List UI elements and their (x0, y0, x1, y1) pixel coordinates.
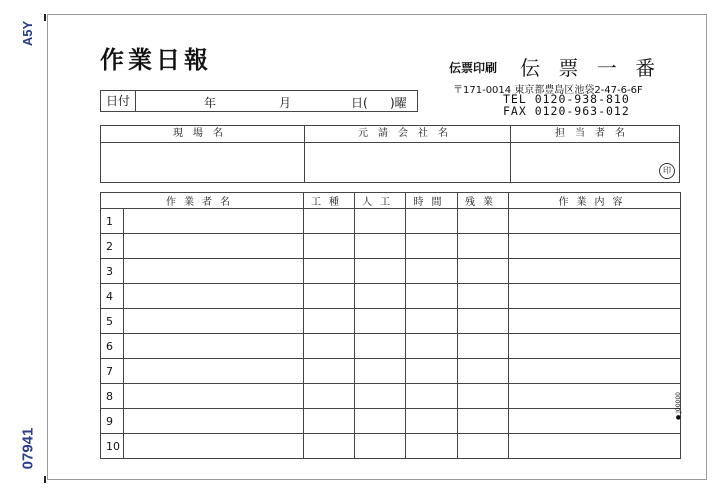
hours-cell[interactable] (406, 359, 458, 384)
worker-name-cell[interactable] (124, 209, 304, 234)
overtime-cell[interactable] (458, 384, 509, 409)
row-number: 7 (101, 359, 124, 384)
overtime-cell[interactable] (458, 259, 509, 284)
table-row (101, 284, 681, 309)
hours-cell[interactable] (406, 409, 458, 434)
trade-cell[interactable] (304, 384, 355, 409)
row-number: 10 (101, 434, 124, 459)
worker-name-cell[interactable] (124, 234, 304, 259)
row-number: 4 (101, 284, 124, 309)
manpower-cell[interactable] (355, 334, 406, 359)
trade-cell[interactable] (304, 259, 355, 284)
company-address: 〒171-0014 東京都豊島区池袋2-47-6-6F (453, 85, 643, 96)
manpower-cell[interactable] (355, 234, 406, 259)
hours-cell[interactable] (406, 284, 458, 309)
manpower-header: 人工 (355, 193, 406, 209)
hours-cell[interactable] (406, 259, 458, 284)
side-code-top: A5Y (20, 20, 36, 47)
seal-mark: 印 (659, 163, 675, 179)
company-name: 伝 票 一 番 (520, 56, 662, 80)
row-number: 8 (101, 384, 124, 409)
company-label: 伝票印刷 (449, 61, 498, 75)
overtime-cell[interactable] (458, 434, 509, 459)
manpower-cell[interactable] (355, 409, 406, 434)
work-content-cell[interactable] (509, 359, 681, 384)
manpower-cell[interactable] (355, 259, 406, 284)
work-content-cell[interactable] (509, 334, 681, 359)
trade-cell[interactable] (304, 409, 355, 434)
hours-cell[interactable] (406, 434, 458, 459)
date-label: 日付 (101, 91, 136, 111)
site-info-box (100, 125, 680, 183)
month-unit: 月 (279, 96, 292, 110)
table-row (101, 309, 681, 334)
registration-tick-bottom (44, 476, 46, 483)
worker-name-cell[interactable] (124, 309, 304, 334)
worker-name-cell[interactable] (124, 259, 304, 284)
date-field[interactable] (100, 90, 418, 112)
hours-cell[interactable] (406, 309, 458, 334)
work-content-header: 作業内容 (509, 193, 681, 209)
overtime-cell[interactable] (458, 409, 509, 434)
registration-tick-top (44, 14, 46, 21)
overtime-cell[interactable] (458, 234, 509, 259)
trade-cell[interactable] (304, 284, 355, 309)
form-code: ● J00000 (675, 392, 682, 420)
table-row (101, 409, 681, 434)
year-unit: 年 (204, 96, 217, 110)
table-row (101, 259, 681, 284)
trade-cell[interactable] (304, 309, 355, 334)
work-content-cell[interactable] (509, 234, 681, 259)
worker-name-cell[interactable] (124, 334, 304, 359)
manpower-cell[interactable] (355, 384, 406, 409)
work-content-cell[interactable] (509, 284, 681, 309)
row-number: 1 (101, 209, 124, 234)
manpower-cell[interactable] (355, 284, 406, 309)
manpower-cell[interactable] (355, 209, 406, 234)
work-content-cell[interactable] (509, 409, 681, 434)
row-number: 5 (101, 309, 124, 334)
site-name-header: 現場名 (173, 128, 233, 139)
work-content-cell[interactable] (509, 434, 681, 459)
work-table (100, 192, 681, 459)
hours-cell[interactable] (406, 209, 458, 234)
work-content-cell[interactable] (509, 309, 681, 334)
hours-header: 時間 (406, 193, 458, 209)
work-content-cell[interactable] (509, 384, 681, 409)
overtime-cell[interactable] (458, 209, 509, 234)
work-content-cell[interactable] (509, 209, 681, 234)
row-number: 2 (101, 234, 124, 259)
overtime-cell[interactable] (458, 334, 509, 359)
worker-name-cell[interactable] (124, 434, 304, 459)
manpower-cell[interactable] (355, 434, 406, 459)
row-number: 3 (101, 259, 124, 284)
contractor-header: 元請会社名 (358, 128, 458, 139)
overtime-header: 残業 (458, 193, 509, 209)
overtime-cell[interactable] (458, 359, 509, 384)
work-content-cell[interactable] (509, 259, 681, 284)
person-in-charge-header: 担当者名 (555, 128, 635, 139)
worker-name-cell[interactable] (124, 284, 304, 309)
table-row (101, 359, 681, 384)
hours-cell[interactable] (406, 384, 458, 409)
trade-cell[interactable] (304, 359, 355, 384)
worker-name-cell[interactable] (124, 409, 304, 434)
table-row (101, 209, 681, 234)
table-row (101, 384, 681, 409)
worker-name-header: 作業者名 (101, 193, 304, 209)
manpower-cell[interactable] (355, 359, 406, 384)
trade-cell[interactable] (304, 234, 355, 259)
trade-header: 工種 (304, 193, 355, 209)
hours-cell[interactable] (406, 234, 458, 259)
trade-cell[interactable] (304, 209, 355, 234)
table-row (101, 234, 681, 259)
side-code-bottom: 07941 (19, 427, 37, 470)
table-row (101, 434, 681, 459)
manpower-cell[interactable] (355, 309, 406, 334)
row-number: 9 (101, 409, 124, 434)
trade-cell[interactable] (304, 434, 355, 459)
hours-cell[interactable] (406, 334, 458, 359)
day-unit: 日( (351, 96, 368, 110)
trade-cell[interactable] (304, 334, 355, 359)
company-fax: FAX 0120-963-012 (503, 104, 630, 118)
form-title: 作業日報 (100, 46, 212, 74)
table-row (101, 334, 681, 359)
row-number: 6 (101, 334, 124, 359)
weekday-unit: )曜 (390, 96, 407, 110)
overtime-cell[interactable] (458, 309, 509, 334)
worker-name-cell[interactable] (124, 384, 304, 409)
company-tel: TEL 0120-938-810 (503, 92, 630, 106)
worker-name-cell[interactable] (124, 359, 304, 384)
overtime-cell[interactable] (458, 284, 509, 309)
